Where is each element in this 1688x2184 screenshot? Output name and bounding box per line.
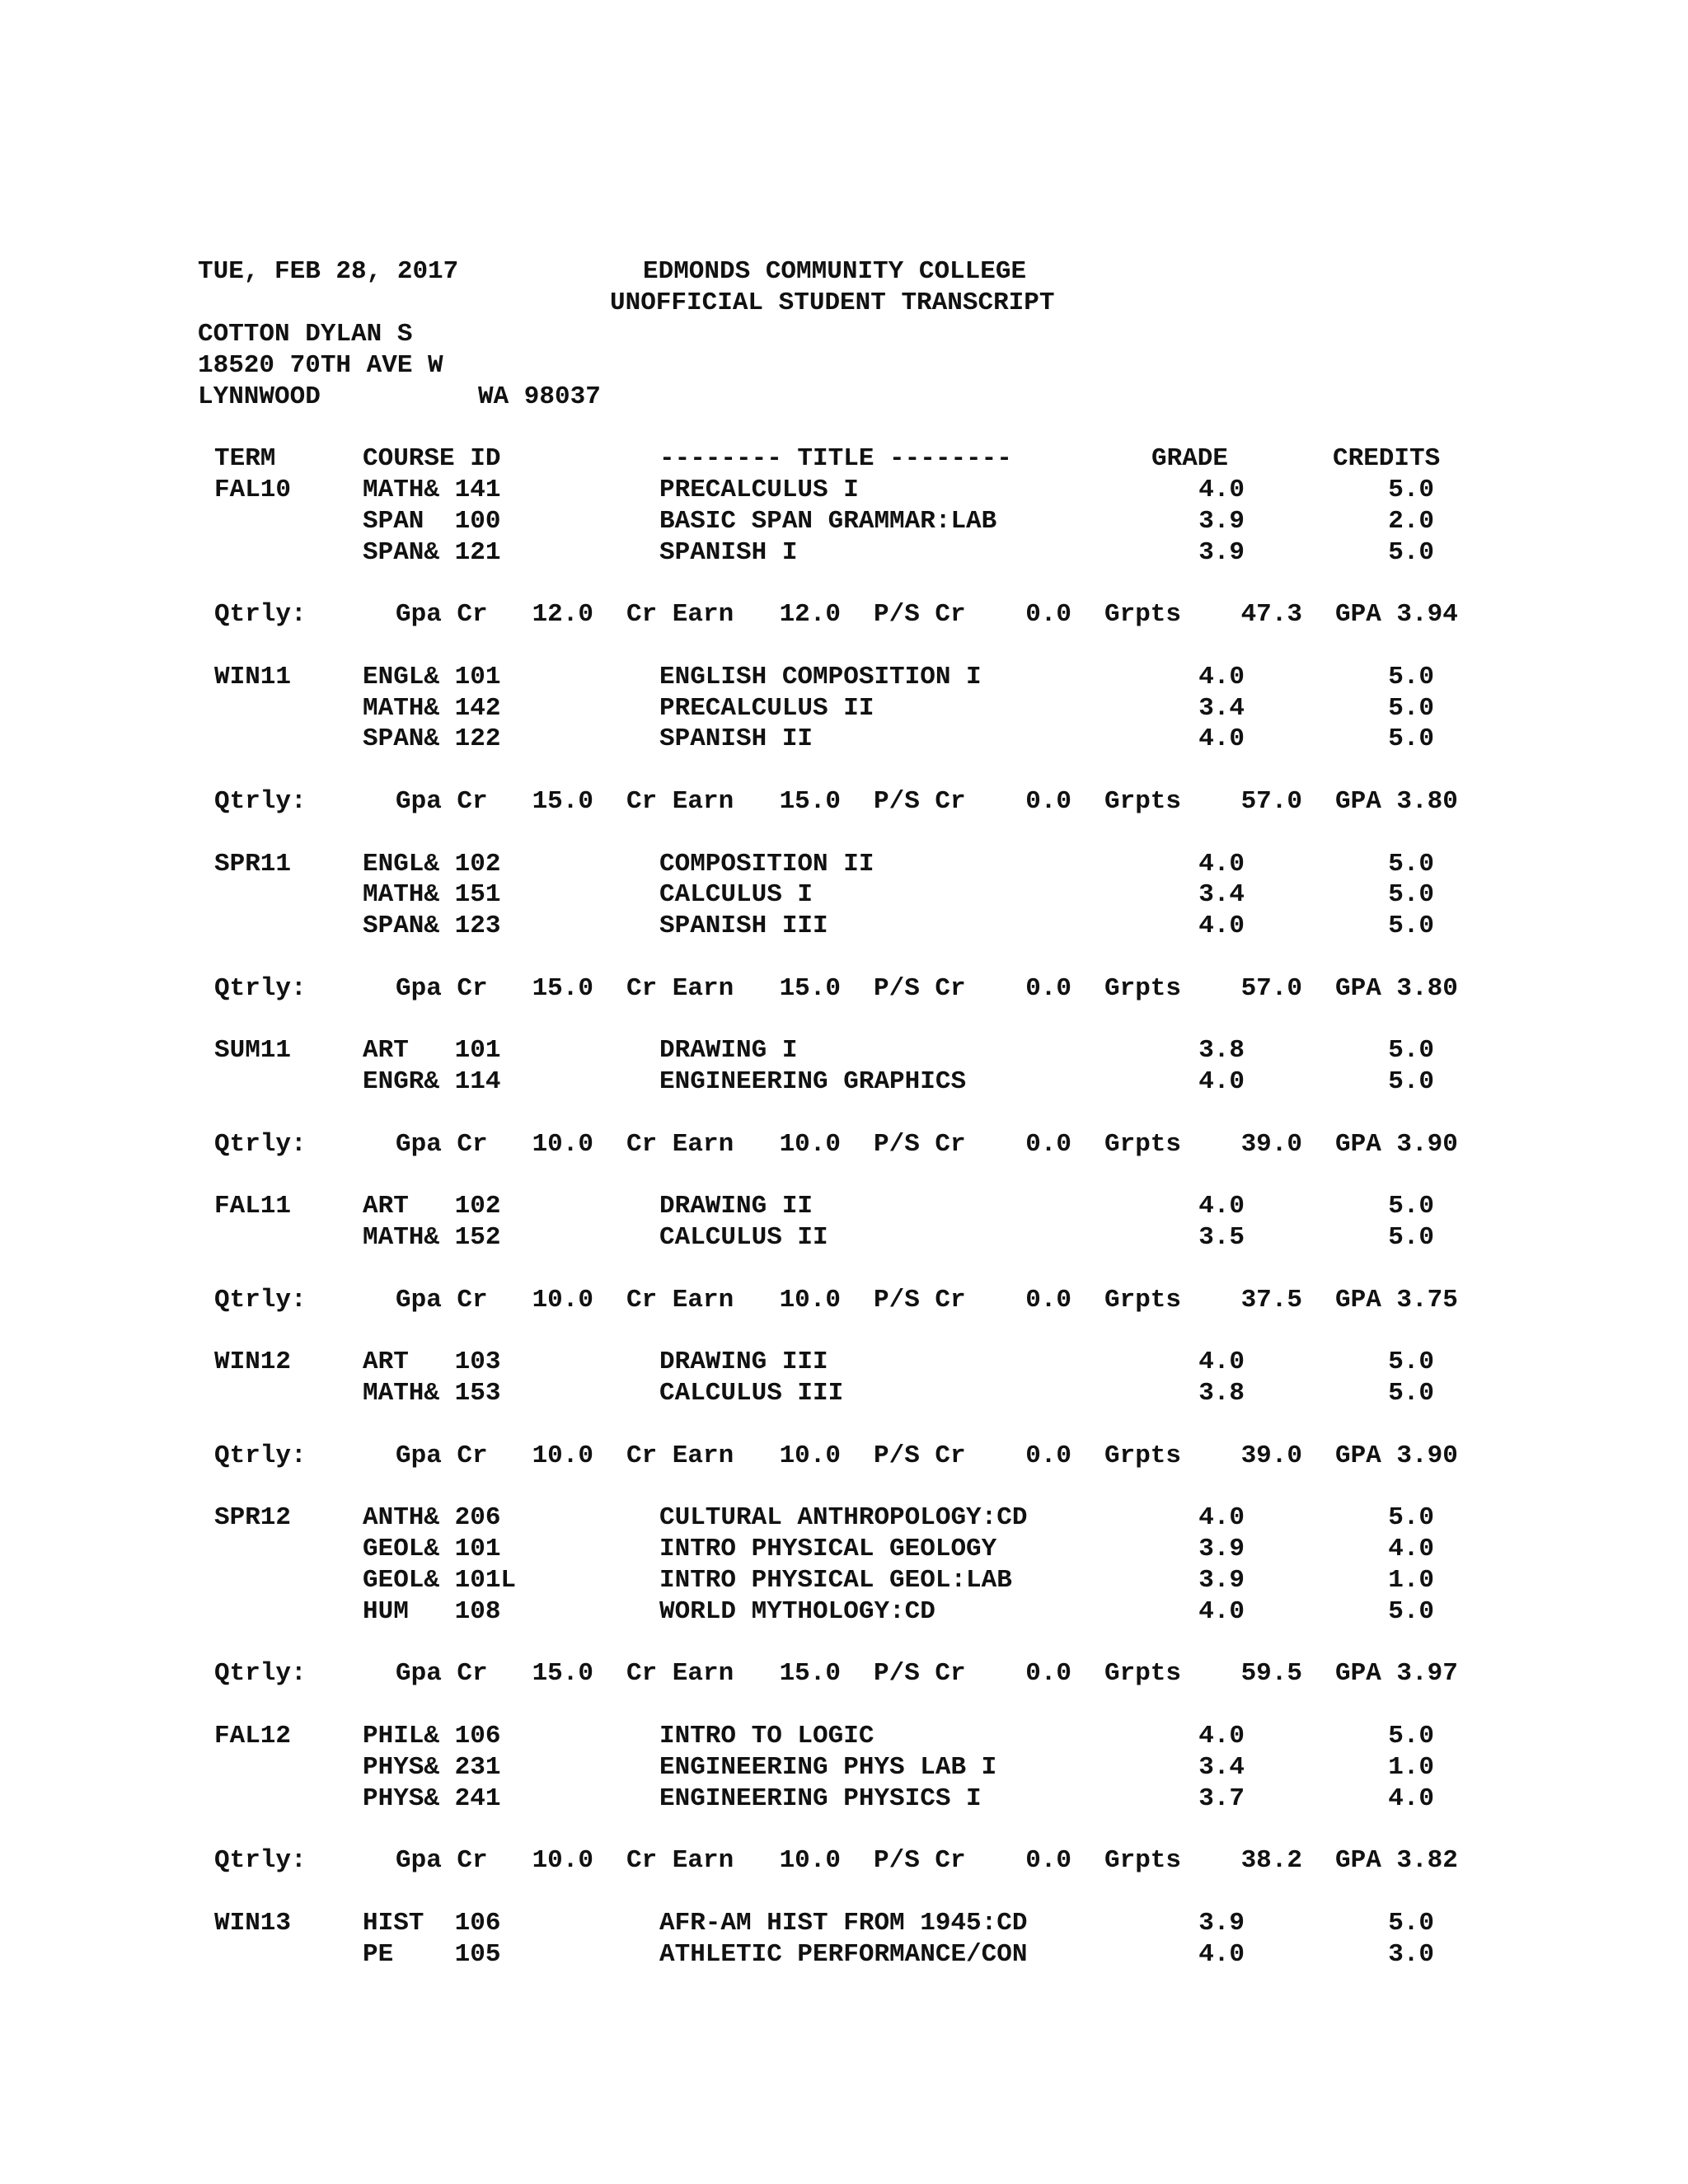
- course-title: ENGLISH COMPOSITION I: [659, 663, 982, 691]
- course-title: SPANISH II: [659, 724, 814, 753]
- course-grade: 3.8: [1198, 1379, 1245, 1408]
- college-name: EDMONDS COMMUNITY COLLEGE: [643, 257, 1027, 286]
- term-code: WIN13: [214, 1909, 292, 1938]
- course-title: ENGINEERING GRAPHICS: [659, 1067, 967, 1096]
- quarterly-ps-cr: 0.0: [1025, 1286, 1071, 1315]
- course-credits: 5.0: [1388, 1503, 1434, 1532]
- quarterly-gpa: GPA 3.90: [1335, 1441, 1458, 1470]
- quarterly-grpts-label: Grpts: [1104, 1659, 1182, 1688]
- course-grade: 4.0: [1198, 1940, 1245, 1969]
- course-id: HUM 108: [363, 1597, 501, 1626]
- course-title: ENGINEERING PHYSICS I: [659, 1784, 982, 1813]
- quarterly-gpa: GPA 3.82: [1335, 1846, 1458, 1875]
- course-title: BASIC SPAN GRAMMAR:LAB: [659, 507, 997, 536]
- quarterly-gpa-cr: 15.0: [532, 974, 593, 1003]
- quarterly-ps-cr-label: P/S Cr: [874, 1659, 966, 1688]
- quarterly-cr-earn-label: Cr Earn: [626, 1659, 734, 1688]
- quarterly-grpts: 59.5: [1240, 1659, 1302, 1688]
- quarterly-gpa-cr: 15.0: [532, 787, 593, 816]
- course-grade: 3.8: [1198, 1036, 1245, 1065]
- quarterly-ps-cr: 0.0: [1025, 600, 1071, 629]
- quarterly-grpts: 39.0: [1240, 1130, 1302, 1159]
- quarterly-gpa-cr-label: Gpa Cr: [396, 1441, 488, 1470]
- quarterly-cr-earn-label: Cr Earn: [626, 600, 734, 629]
- quarterly-gpa-cr-label: Gpa Cr: [396, 1659, 488, 1688]
- course-credits: 5.0: [1388, 1379, 1434, 1408]
- course-credits: 4.0: [1388, 1535, 1434, 1563]
- course-grade: 4.0: [1198, 1503, 1245, 1532]
- quarterly-gpa: GPA 3.90: [1335, 1130, 1458, 1159]
- term-code: WIN11: [214, 663, 292, 691]
- course-title: PRECALCULUS II: [659, 694, 874, 723]
- course-credits: 5.0: [1388, 1909, 1434, 1938]
- quarterly-ps-cr-label: P/S Cr: [874, 1286, 966, 1315]
- quarterly-gpa-cr: 15.0: [532, 1659, 593, 1688]
- course-title: INTRO PHYSICAL GEOL:LAB: [659, 1566, 1012, 1595]
- quarterly-gpa: GPA 3.80: [1335, 787, 1458, 816]
- term-code: SUM11: [214, 1036, 292, 1065]
- student-state-zip: WA 98037: [478, 382, 601, 411]
- course-credits: 5.0: [1388, 850, 1434, 879]
- course-id: GEOL& 101L: [363, 1566, 517, 1595]
- quarterly-cr-earn-label: Cr Earn: [626, 1286, 734, 1315]
- course-title: DRAWING I: [659, 1036, 798, 1065]
- quarterly-ps-cr: 0.0: [1025, 787, 1071, 816]
- course-credits: 5.0: [1388, 1597, 1434, 1626]
- course-grade: 3.9: [1198, 1535, 1245, 1563]
- course-credits: 5.0: [1388, 1223, 1434, 1252]
- quarterly-gpa-cr-label: Gpa Cr: [396, 1286, 488, 1315]
- print-date: TUE, FEB 28, 2017: [198, 257, 459, 286]
- quarterly-gpa-cr-label: Gpa Cr: [396, 1846, 488, 1875]
- column-header-term: TERM: [214, 444, 276, 473]
- course-title: CALCULUS II: [659, 1223, 828, 1252]
- quarterly-cr-earn: 15.0: [779, 787, 841, 816]
- quarterly-ps-cr-label: P/S Cr: [874, 974, 966, 1003]
- quarterly-grpts-label: Grpts: [1104, 1846, 1182, 1875]
- course-id: PHIL& 106: [363, 1722, 501, 1750]
- course-id: HIST 106: [363, 1909, 501, 1938]
- quarterly-cr-earn-label: Cr Earn: [626, 1846, 734, 1875]
- course-credits: 5.0: [1388, 724, 1434, 753]
- quarterly-cr-earn: 10.0: [779, 1441, 841, 1470]
- student-city: LYNNWOOD: [198, 382, 321, 411]
- course-credits: 5.0: [1388, 880, 1434, 909]
- course-credits: 5.0: [1388, 1036, 1434, 1065]
- column-header-title: -------- TITLE --------: [659, 444, 1012, 473]
- student-address: 18520 70TH AVE W: [198, 351, 443, 380]
- quarterly-ps-cr: 0.0: [1025, 1659, 1071, 1688]
- course-title: DRAWING III: [659, 1347, 828, 1376]
- course-title: ENGINEERING PHYS LAB I: [659, 1753, 997, 1782]
- quarterly-cr-earn: 15.0: [779, 974, 841, 1003]
- course-grade: 4.0: [1198, 1192, 1245, 1221]
- course-title: ATHLETIC PERFORMANCE/CON: [659, 1940, 1028, 1969]
- quarterly-gpa-cr-label: Gpa Cr: [396, 974, 488, 1003]
- quarterly-gpa-cr: 10.0: [532, 1846, 593, 1875]
- quarterly-grpts-label: Grpts: [1104, 1130, 1182, 1159]
- course-title: INTRO PHYSICAL GEOLOGY: [659, 1535, 997, 1563]
- quarterly-gpa-cr: 10.0: [532, 1130, 593, 1159]
- course-grade: 4.0: [1198, 1597, 1245, 1626]
- course-id: ENGR& 114: [363, 1067, 501, 1096]
- course-grade: 3.4: [1198, 880, 1245, 909]
- quarterly-ps-cr-label: P/S Cr: [874, 1441, 966, 1470]
- term-code: WIN12: [214, 1347, 292, 1376]
- course-grade: 4.0: [1198, 1067, 1245, 1096]
- quarterly-cr-earn: 12.0: [779, 600, 841, 629]
- course-title: WORLD MYTHOLOGY:CD: [659, 1597, 935, 1626]
- course-id: MATH& 153: [363, 1379, 501, 1408]
- quarterly-gpa-cr-label: Gpa Cr: [396, 600, 488, 629]
- course-title: SPANISH I: [659, 538, 798, 567]
- course-grade: 3.9: [1198, 1909, 1245, 1938]
- quarterly-gpa: GPA 3.75: [1335, 1286, 1458, 1315]
- course-credits: 1.0: [1388, 1753, 1434, 1782]
- course-id: MATH& 152: [363, 1223, 501, 1252]
- course-id: ENGL& 102: [363, 850, 501, 879]
- course-grade: 4.0: [1198, 912, 1245, 940]
- course-grade: 3.7: [1198, 1784, 1245, 1813]
- quarterly-label: Qtrly:: [214, 974, 307, 1003]
- course-grade: 3.9: [1198, 538, 1245, 567]
- document-title: UNOFFICIAL STUDENT TRANSCRIPT: [610, 288, 1055, 317]
- quarterly-grpts: 57.0: [1240, 974, 1302, 1003]
- course-credits: 5.0: [1388, 663, 1434, 691]
- quarterly-cr-earn: 15.0: [779, 1659, 841, 1688]
- course-grade: 4.0: [1198, 724, 1245, 753]
- course-title: SPANISH III: [659, 912, 828, 940]
- column-header-credits: CREDITS: [1333, 444, 1441, 473]
- course-credits: 5.0: [1388, 912, 1434, 940]
- course-id: ENGL& 101: [363, 663, 501, 691]
- course-id: ART 103: [363, 1347, 501, 1376]
- course-title: INTRO TO LOGIC: [659, 1722, 874, 1750]
- course-id: PHYS& 231: [363, 1753, 501, 1782]
- quarterly-label: Qtrly:: [214, 1846, 307, 1875]
- quarterly-cr-earn-label: Cr Earn: [626, 1130, 734, 1159]
- course-id: PE 105: [363, 1940, 501, 1969]
- term-code: FAL11: [214, 1192, 292, 1221]
- quarterly-ps-cr-label: P/S Cr: [874, 1130, 966, 1159]
- quarterly-cr-earn: 10.0: [779, 1286, 841, 1315]
- course-credits: 2.0: [1388, 507, 1434, 536]
- course-grade: 3.9: [1198, 1566, 1245, 1595]
- term-code: FAL12: [214, 1722, 292, 1750]
- quarterly-gpa-cr: 10.0: [532, 1441, 593, 1470]
- course-grade: 4.0: [1198, 1347, 1245, 1376]
- quarterly-cr-earn: 10.0: [779, 1130, 841, 1159]
- course-credits: 3.0: [1388, 1940, 1434, 1969]
- course-id: PHYS& 241: [363, 1784, 501, 1813]
- course-grade: 3.5: [1198, 1223, 1245, 1252]
- quarterly-ps-cr: 0.0: [1025, 1441, 1071, 1470]
- column-header-grade: GRADE: [1151, 444, 1229, 473]
- course-id: SPAN 100: [363, 507, 501, 536]
- quarterly-ps-cr-label: P/S Cr: [874, 600, 966, 629]
- course-id: ANTH& 206: [363, 1503, 501, 1532]
- quarterly-grpts: 37.5: [1240, 1286, 1302, 1315]
- quarterly-label: Qtrly:: [214, 1286, 307, 1315]
- quarterly-label: Qtrly:: [214, 1659, 307, 1688]
- course-credits: 5.0: [1388, 538, 1434, 567]
- quarterly-gpa: GPA 3.94: [1335, 600, 1458, 629]
- quarterly-gpa: GPA 3.80: [1335, 974, 1458, 1003]
- course-id: SPAN& 123: [363, 912, 501, 940]
- quarterly-cr-earn-label: Cr Earn: [626, 974, 734, 1003]
- term-code: SPR12: [214, 1503, 292, 1532]
- course-credits: 5.0: [1388, 1192, 1434, 1221]
- course-id: SPAN& 121: [363, 538, 501, 567]
- quarterly-grpts: 57.0: [1240, 787, 1302, 816]
- quarterly-grpts-label: Grpts: [1104, 787, 1182, 816]
- quarterly-grpts: 47.3: [1240, 600, 1302, 629]
- quarterly-gpa-cr-label: Gpa Cr: [396, 787, 488, 816]
- quarterly-ps-cr: 0.0: [1025, 1846, 1071, 1875]
- quarterly-ps-cr: 0.0: [1025, 1130, 1071, 1159]
- quarterly-label: Qtrly:: [214, 600, 307, 629]
- quarterly-cr-earn-label: Cr Earn: [626, 1441, 734, 1470]
- quarterly-label: Qtrly:: [214, 1441, 307, 1470]
- quarterly-grpts-label: Grpts: [1104, 1286, 1182, 1315]
- quarterly-ps-cr-label: P/S Cr: [874, 1846, 966, 1875]
- course-credits: 5.0: [1388, 1347, 1434, 1376]
- course-grade: 3.4: [1198, 694, 1245, 723]
- column-header-course-id: COURSE ID: [363, 444, 501, 473]
- quarterly-grpts-label: Grpts: [1104, 1441, 1182, 1470]
- quarterly-grpts-label: Grpts: [1104, 974, 1182, 1003]
- course-credits: 5.0: [1388, 1722, 1434, 1750]
- course-title: CALCULUS I: [659, 880, 814, 909]
- course-title: PRECALCULUS I: [659, 476, 859, 504]
- quarterly-grpts: 39.0: [1240, 1441, 1302, 1470]
- quarterly-ps-cr-label: P/S Cr: [874, 787, 966, 816]
- course-title: AFR-AM HIST FROM 1945:CD: [659, 1909, 1028, 1938]
- course-title: DRAWING II: [659, 1192, 814, 1221]
- course-credits: 1.0: [1388, 1566, 1434, 1595]
- quarterly-cr-earn-label: Cr Earn: [626, 787, 734, 816]
- quarterly-gpa-cr: 12.0: [532, 600, 593, 629]
- course-credits: 5.0: [1388, 694, 1434, 723]
- quarterly-gpa: GPA 3.97: [1335, 1659, 1458, 1688]
- quarterly-label: Qtrly:: [214, 787, 307, 816]
- quarterly-ps-cr: 0.0: [1025, 974, 1071, 1003]
- course-grade: 4.0: [1198, 850, 1245, 879]
- course-credits: 4.0: [1388, 1784, 1434, 1813]
- course-id: ART 102: [363, 1192, 501, 1221]
- course-id: MATH& 151: [363, 880, 501, 909]
- course-grade: 4.0: [1198, 476, 1245, 504]
- term-code: SPR11: [214, 850, 292, 879]
- course-credits: 5.0: [1388, 476, 1434, 504]
- quarterly-label: Qtrly:: [214, 1130, 307, 1159]
- course-id: MATH& 141: [363, 476, 501, 504]
- quarterly-cr-earn: 10.0: [779, 1846, 841, 1875]
- course-grade: 4.0: [1198, 1722, 1245, 1750]
- course-grade: 3.9: [1198, 507, 1245, 536]
- course-grade: 3.4: [1198, 1753, 1245, 1782]
- course-id: MATH& 142: [363, 694, 501, 723]
- quarterly-gpa-cr-label: Gpa Cr: [396, 1130, 488, 1159]
- quarterly-grpts-label: Grpts: [1104, 600, 1182, 629]
- course-title: COMPOSITION II: [659, 850, 874, 879]
- course-id: GEOL& 101: [363, 1535, 501, 1563]
- term-code: FAL10: [214, 476, 292, 504]
- quarterly-gpa-cr: 10.0: [532, 1286, 593, 1315]
- course-credits: 5.0: [1388, 1067, 1434, 1096]
- student-name: COTTON DYLAN S: [198, 320, 413, 349]
- course-grade: 4.0: [1198, 663, 1245, 691]
- course-id: ART 101: [363, 1036, 501, 1065]
- course-id: SPAN& 122: [363, 724, 501, 753]
- course-title: CULTURAL ANTHROPOLOGY:CD: [659, 1503, 1028, 1532]
- quarterly-grpts: 38.2: [1240, 1846, 1302, 1875]
- course-title: CALCULUS III: [659, 1379, 844, 1408]
